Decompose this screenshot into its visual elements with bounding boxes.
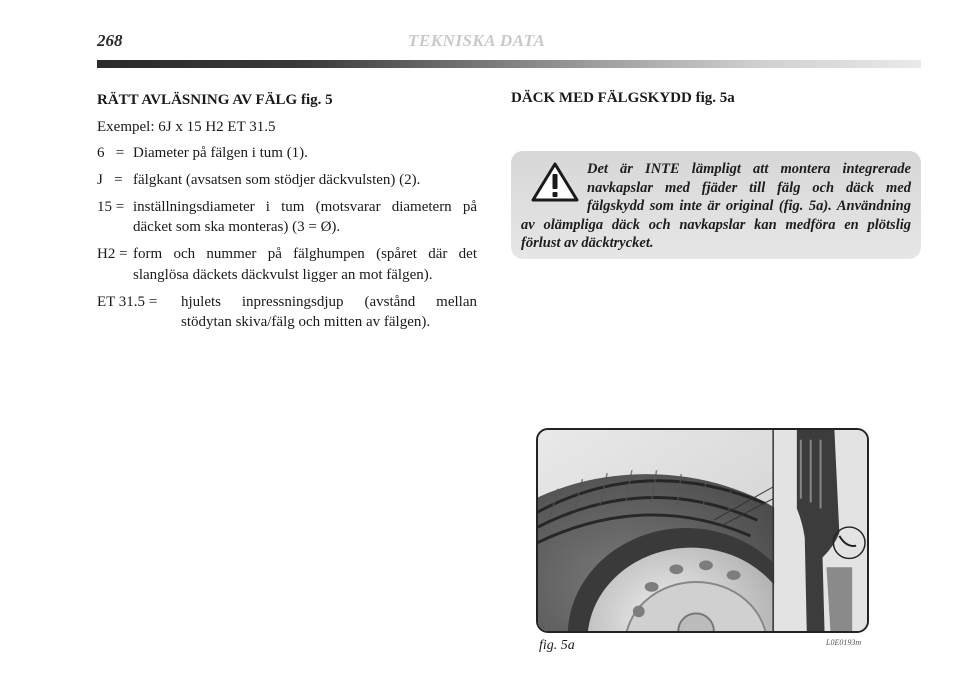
warning-triangle-icon bbox=[531, 162, 579, 202]
definition-term: 6 = bbox=[97, 145, 125, 162]
definition-term: H2 = bbox=[97, 246, 128, 263]
definition-term: 15 = bbox=[97, 198, 125, 215]
header-rule bbox=[97, 60, 921, 68]
definition-row bbox=[97, 197, 477, 238]
definition-text: Diameter på fälgen i tum (1). bbox=[133, 145, 308, 162]
definition-row bbox=[97, 143, 477, 164]
definition-text: inställningsdiameter i tum (motsvarar diametern på däcket som ska monteras) (3 = Ø). bbox=[133, 198, 477, 236]
definition-term: J = bbox=[97, 172, 123, 189]
right-column bbox=[511, 90, 921, 107]
figure-code: L0E0193m bbox=[826, 638, 862, 647]
example-line: Exempel: 6J x 15 H2 ET 31.5 bbox=[97, 118, 276, 135]
warning-text: Det är INTE lämpligt att montera integrerade navkapslar med fjäder till fälg och däck med fälgskydd som inte är original (fig. 5a). Användning av olämpliga däck och navkapslar kan medföra en plötslig förlust av däcktrycket. bbox=[521, 161, 911, 252]
definition-row bbox=[97, 170, 477, 191]
figure-caption: fig. 5a bbox=[539, 638, 575, 653]
warning-box bbox=[511, 151, 921, 259]
section-heading-rim: RÄTT AVLÄSNING AV FÄLG fig. 5 bbox=[97, 92, 333, 108]
left-column bbox=[97, 90, 477, 339]
page-number: 268 bbox=[97, 31, 123, 50]
definition-text: form och nummer på fälghumpen (spåret där det slanglösa däckets däckvulst ligger an mot fälgen). bbox=[133, 246, 477, 283]
definition-term: ET 31.5 = bbox=[97, 293, 158, 310]
definition-text: fälgkant (avsatsen som stödjer däckvulsten) (2). bbox=[133, 172, 421, 189]
figure-frame bbox=[536, 428, 869, 633]
section-heading-hubcap: DÄCK MED FÄLGSKYDD fig. 5a bbox=[511, 90, 735, 106]
definition-row bbox=[97, 244, 477, 285]
tire-hubcap-illustration bbox=[538, 430, 867, 631]
running-title: TEKNISKA DATA bbox=[408, 31, 546, 50]
definition-row bbox=[97, 292, 477, 333]
definition-text: hjulets inpressningsdjup (avstånd mellan stödytan skiva/fälg och mitten av fälgen). bbox=[181, 293, 477, 331]
